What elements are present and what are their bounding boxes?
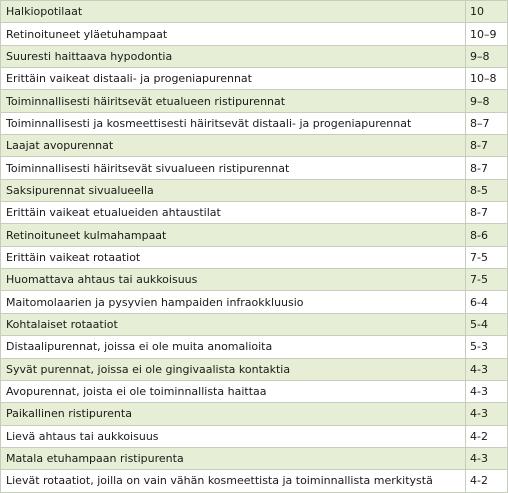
condition-label: Toiminnallisesti häiritsevät etualueen ristipurennat bbox=[1, 90, 466, 112]
table-row bbox=[1, 291, 508, 313]
condition-label: Erittäin vaikeat rotaatiot bbox=[1, 246, 466, 268]
table-row bbox=[1, 246, 508, 268]
table-row bbox=[1, 135, 508, 157]
table-body bbox=[1, 1, 508, 493]
condition-label: Toiminnallisesti häiritsevät sivualueen ristipurennat bbox=[1, 157, 466, 179]
table-row bbox=[1, 23, 508, 45]
condition-label: Retinoituneet kulmahampaat bbox=[1, 224, 466, 246]
condition-label: Suuresti haittaava hypodontia bbox=[1, 45, 466, 67]
table-row bbox=[1, 313, 508, 335]
table-row bbox=[1, 68, 508, 90]
priority-score: 4-2 bbox=[466, 425, 508, 447]
table-row bbox=[1, 179, 508, 201]
condition-label: Avopurennat, joista ei ole toiminnallista haittaa bbox=[1, 380, 466, 402]
table-row bbox=[1, 470, 508, 492]
condition-label: Halkiopotilaat bbox=[1, 1, 466, 23]
priority-score: 9–8 bbox=[466, 45, 508, 67]
condition-label: Paikallinen ristipurenta bbox=[1, 403, 466, 425]
table-row bbox=[1, 336, 508, 358]
table-row bbox=[1, 202, 508, 224]
priority-score: 4-3 bbox=[466, 380, 508, 402]
priority-score: 10 bbox=[466, 1, 508, 23]
priority-score: 8-7 bbox=[466, 157, 508, 179]
priority-score: 6-4 bbox=[466, 291, 508, 313]
priority-score: 4-2 bbox=[466, 470, 508, 492]
condition-label: Toiminnallisesti ja kosmeettisesti häiritsevät distaali- ja progeniapurennat bbox=[1, 112, 466, 134]
table-row bbox=[1, 45, 508, 67]
priority-score: 8-7 bbox=[466, 135, 508, 157]
priority-score: 8-6 bbox=[466, 224, 508, 246]
condition-label: Lievä ahtaus tai aukkoisuus bbox=[1, 425, 466, 447]
table-row bbox=[1, 358, 508, 380]
table-row bbox=[1, 269, 508, 291]
table-row bbox=[1, 157, 508, 179]
condition-label: Distaalipurennat, joissa ei ole muita anomalioita bbox=[1, 336, 466, 358]
table-row bbox=[1, 112, 508, 134]
condition-label: Syvät purennat, joissa ei ole gingivaalista kontaktia bbox=[1, 358, 466, 380]
priority-score: 8–7 bbox=[466, 112, 508, 134]
table-row bbox=[1, 425, 508, 447]
condition-label: Huomattava ahtaus tai aukkoisuus bbox=[1, 269, 466, 291]
condition-label: Retinoituneet yläetuhampaat bbox=[1, 23, 466, 45]
priority-score: 5-4 bbox=[466, 313, 508, 335]
table-row bbox=[1, 224, 508, 246]
table-row bbox=[1, 380, 508, 402]
priority-score: 5-3 bbox=[466, 336, 508, 358]
condition-label: Maitomolaarien ja pysyvien hampaiden infraokkluusio bbox=[1, 291, 466, 313]
priority-score: 10–8 bbox=[466, 68, 508, 90]
condition-label: Laajat avopurennat bbox=[1, 135, 466, 157]
condition-label: Lievät rotaatiot, joilla on vain vähän kosmeettista ja toiminnallista merkitystä bbox=[1, 470, 466, 492]
priority-score: 8-7 bbox=[466, 202, 508, 224]
priority-score: 4-3 bbox=[466, 447, 508, 469]
priority-score: 7-5 bbox=[466, 269, 508, 291]
condition-label: Matala etuhampaan ristipurenta bbox=[1, 447, 466, 469]
priority-score: 7-5 bbox=[466, 246, 508, 268]
priority-score: 9–8 bbox=[466, 90, 508, 112]
condition-label: Erittäin vaikeat distaali- ja progeniapurennat bbox=[1, 68, 466, 90]
priority-score: 10–9 bbox=[466, 23, 508, 45]
priority-score: 4-3 bbox=[466, 358, 508, 380]
table-row bbox=[1, 1, 508, 23]
priority-score: 8-5 bbox=[466, 179, 508, 201]
condition-label: Erittäin vaikeat etualueiden ahtaustilat bbox=[1, 202, 466, 224]
condition-label: Saksipurennat sivualueella bbox=[1, 179, 466, 201]
priority-score: 4-3 bbox=[466, 403, 508, 425]
condition-label: Kohtalaiset rotaatiot bbox=[1, 313, 466, 335]
table-row bbox=[1, 403, 508, 425]
table-row bbox=[1, 90, 508, 112]
table-row bbox=[1, 447, 508, 469]
